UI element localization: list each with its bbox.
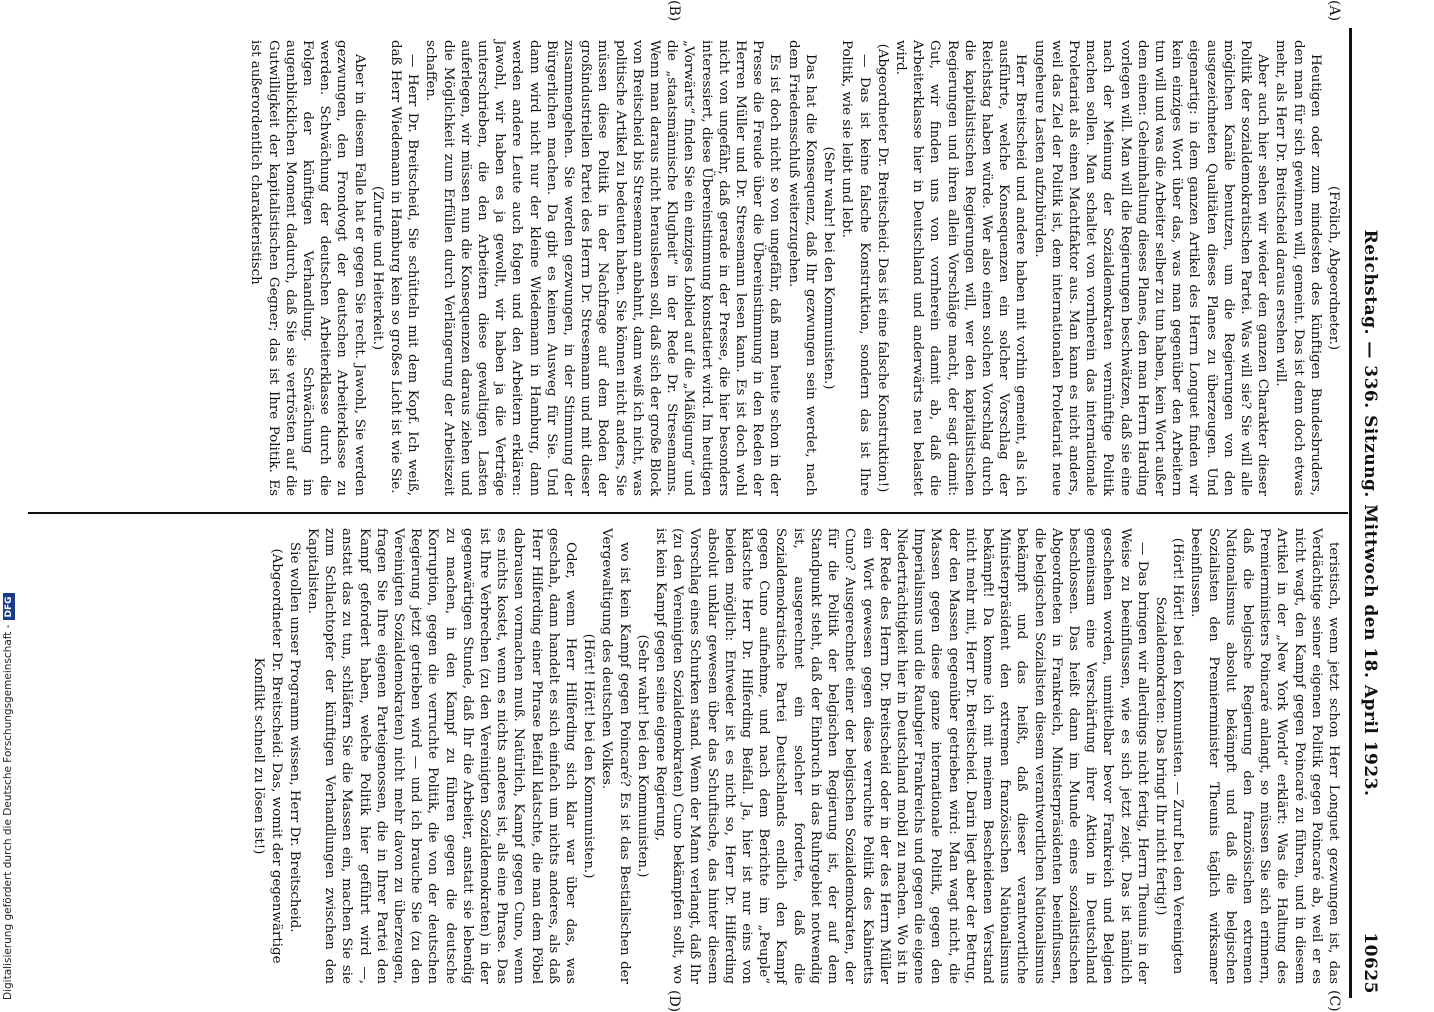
margin-mark-c: (C): [1326, 990, 1342, 1012]
paragraph: Aber in diesem Falle hat er gegen Sie recht. Jawohl, Sie werden gezwungen, den Frondvogt der deutschen Arbeiterklasse zu werden. Schwächung der deutschen Arbeiterklasse durch die Folgen der künftigen Verhandlung. Schwächung im augenblicklichen Moment dadurch, daß Sie sie vertrösten auf die Gutwilligkeit der kapitalistischen Gegner; das ist Ihre Politik. Es ist außerordentlich charakteristisch: [248, 40, 367, 496]
digitization-credit: [2, 593, 15, 1000]
paragraph: Aber auch hier sehen wir wieder den ganzen Charakter dieser Politik der sozialdemokratischen Partei. Was will sie? Sie will alle möglichen Kanäle benutzen, um die Regierungen von den ausgezeichneten Qualitäten dieses Planes zu überzeugen. Und eigenartig: in dem ganzen Artikel des Herrn Longuet finden wir kein einziges Wort über das, was man gegenüber den Arbeitern tun will und was die Arbeiter selber zu tun haben, kein Wort außer dem einen: Geheimhaltung dieses Planes, den man Herrn Harding vorlegen will. Man will die Regierungen beschwätzen, daß sie eine nach der Meinung der Sozialdemokraten vernünftige Politik machen sollen. Man schaltet von vornherein das internationale Proletariat als einen Machtfaktor aus. Man kann es nicht anders, weil das Ziel der Politik ist, dem internationalen Proletariat neue ungeheure Lasten aufzubürden.: [1031, 40, 1271, 496]
paragraph: — Das ist keine falsche Konstruktion, sondern das ist Ihre Politik, wie sie leibt und lebt.: [839, 40, 872, 496]
paragraph: Sie wollen unser Programm wissen, Herr Dr. Breitscheid.: [286, 542, 302, 933]
page-header: [1356, 28, 1382, 998]
paragraph: Das hat die Konsequenz, daß Ihr gezwungen sein werdet, nach dem Friedensschluß weiterzugehen.: [785, 40, 818, 496]
interjection: (Sehr wahr! bei den Kommunisten.): [821, 146, 837, 390]
paragraph: Herr Breitscheid und andere haben mit vorhin gemeint, als ich ausführte, welche Konsequenzen ein solcher Vorschlag der Reichstag haben würde. Wer also einen solchen Vorschlag durch die kapitalistischen Regierungen will, wer den kapitalistischen Regierungen und ihren allein Vorschläge macht, der sagt damit: Gut, wir finden uns von vornherein damit ab, daß die Arbeiterklasse hier in Deutschland und anderwärts neu belastet wird.: [892, 40, 1029, 496]
header-rule: [1349, 28, 1352, 998]
margin-mark-b: (B): [666, 0, 682, 22]
paragraph: Heutigen oder zum mindesten des künftigen Bundesbruders, den man für sich gewinnen will, gemeint. Das ist denn doch etwas mehr, als Herr Dr. Breitscheid daraus ersehen will.: [1273, 40, 1323, 496]
document-page: [22, 0, 1382, 1012]
margin-mark-d: (D): [666, 990, 682, 1012]
interjection: (Hört! Hört! bei den Kommunisten. — Zuruf bei den Vereinigten Sozialdemokraten: Das bringt Ihr nicht fertig!): [1152, 537, 1186, 975]
margin-mark-a: (A): [1326, 0, 1342, 22]
column-divider: [28, 512, 1348, 514]
interjection: (Hört! Hört! bei den Kommunisten.): [581, 633, 597, 879]
left-column: [246, 40, 1342, 496]
interjection: (Sehr wahr! bei den Kommunisten.): [634, 634, 650, 878]
paragraph: Oder, wenn Herr Hilferding sich klar war über das, was geschah, dann handelt es sich einfach um nichts anderes, als daß Herr Hilferding einer Phrase Beifall klatschte, die man dem Pöbel dabrausen vormachen muß. Natürlich, Kampf gegen Cuno, wenn es nichts kostet, wenn es nichts anderes ist, als eine Phrase. Das ist Ihre Verbrechen (zu den Vereinigten Sozialdemokraten) in der gegenwärtigen Stunde, daß Ihr die Arbeiter, anstatt sie lebendig zu machen, in den Kampf zu führen gegen die deutsche Korruption, gegen die verruchte Politik, die von der deutschen Regierung jetzt getrieben wird — und ich brauche Sie (zu den Vereinigten Sozialdemokraten) nicht mehr davon zu überzeugen, fragen Sie Ihre eigenen Parteigenossen, die in Ihrer Partei den Kampf gefordert haben, welche Politik hier geführt wird —, anstatt das zu tun, schläfern Sie die Massen ein, machen Sie sie zum Schlachtopfer der künftigen Verhandlungen zwischen den Kapitalisten.: [305, 528, 579, 984]
paragraph: Es ist doch nicht so von ungefähr, daß man heute schon in der Presse die Freude über die Übereinstimmung in den Reden der Herren Müller und Dr. Stresemann lesen kann. Es ist doch wohl nicht von ungefähr, daß gerade in der Presse, die hier besonders interessiert, diese Übereinstimmung konstatiert wird. Im heutigen „Vorwärts“ finden Sie ein einziges Loblied auf die „Mäßigung“ und die „staatsmännische Klugheit“ in der Rede Dr. Stresemanns. Wenn man daraus nicht herauslesen soll, daß sich der große Block von Breitscheid bis Stresemann anbahnt, dann weiß ich nicht, was politische Artikel zu bedeuten haben. Sie können nicht anders, Sie müssen diese Politik in der Nachfrage auf dem Boden der großindustriellen Partei des Herrn Dr. Stresemann und mit dieser zusammengehen. Sie werden gezwungen, in der Stimmung der Bürgerlichen machen. Da gibt es keinen Ausweg für Sie. Und dann wird nicht nur der kleine Wiedemann in Hamburg, dann werden andere Leute auch folgen und den Arbeitern erklären: Jawohl, wir haben es ja gewollt, wir haben ja die Verträge unterschrieben, die den Arbeitern diese gewaltigen Lasten auferlegen, wir müssen nun die Konsequenzen daraus ziehen und die Möglichkeit zum Erfüllen durch Verlängerung der Arbeitszeit schaffen.: [423, 40, 783, 496]
interjection: (Abgeordneter Dr. Breitscheid: Das, womit der gegenwärtige Konflikt schnell zu lösen ist!): [251, 548, 284, 964]
interjection: (Abgeordneter Dr. Breitscheid: Das ist eine falsche Konstruktion!): [874, 43, 890, 493]
paragraph: teristisch, wenn jetzt schon Herr Longuet gezwungen ist, das Verdächtige seiner eigenen Politik gegen Poincaré ab, weil er es nicht wagt, den Kampf gegen Poincaré zu führen, und in diesem Artikel in der „New York World“ erklärt: Was die Haltung des Premierministers Poincaré anlangt, so müssen Sie sich erinnern, daß die belgische Regierung den französischen extremen Nationalismus absolut bekämpft und daß die belgischen Sozialisten den Premierminister Theunis täglich wirksamer beeinflussen.: [1188, 528, 1341, 984]
paragraph: — Das bringen wir allerdings nicht fertig, Herrn Theunis in der Weise zu beeinflussen, wie es sich jetzt zeigt. Das ist nämlich geschehen worden, unmittelbar bevor Frankreich und Belgien gemeinsam eine Verschärfung ihrer Aktion in Deutschland beschlossen. Das heißt dann im Munde eines sozialistischen Abgeordneten in Frankreich, Ministerpräsidenten beeinflussen, die belgischen Sozialisten diesem verantwortlichen Nationalismus bekämpft und das heißt, daß dieser verantwortliche Ministerpräsident den extremen französischen Nationalismus bekämpft! Da komme ich mit meinem Bescheidenen Verstand nicht mehr mit, Herr Dr. Breitscheid. Darin liegt aber der Betrug, der den Massen gegenüber getrieben wird: Man wagt nicht, die Massen gegen diese ganze internationale Politik, gegen den Imperialismus und die Raubgier Frankreichs und gegen die eigene Niederträchtigkeit hier in Deutschland mobil zu machen. Wo ist in der Rede des Herrn Dr. Breitscheid oder in der des Herrn Müller ein Wort gewesen gegen diese verruchte Politik des Kabinetts Cuno? Ausgerechnet einer der belgischen Sozialdemokraten, der für die Politik der belgischen Regierung ist, der auf dem Standpunkt steht, daß der Einbruch in das Ruhrgebiet notwendig ist, ausgerechnet ein solcher forderte, daß die Sozialdemokratische Partei Deutschlands endlich den Kampf gegen Cuno aufnehme, und nach dem Berichte im „Peuple“ klatschte Herr Dr. Hilferding Beifall. Ja, hier ist nur eins von beiden möglich: Entweder ist es nicht so, Herr Dr. Hilferding absolut unklar gewesen über das Schuftische, das hinter diesem Vorschlag eines Schurken stand. Wenn der Mann verlangt, daß Ihr (zu den Vereinigten Sozialdemokraten) Cuno bekämpfen sollt, wo ist kein Kampf gegen seine eigene Regierung,: [653, 528, 1150, 984]
paragraph: — Herr Dr. Breitscheid, Sie schütteln mit dem Kopf. Ich weiß, daß Herr Wiedemann in Hamburg kein so großes Licht ist wie Sie.: [388, 40, 421, 496]
right-column: [249, 528, 1342, 984]
header-page-number: 10625: [1360, 932, 1380, 994]
header-title: Reichstag. — 336. Sitzung. Mittwoch den 18. April 1923.: [1360, 229, 1380, 797]
interjection: (Zurufe und Heiterkeit.): [369, 185, 385, 351]
paragraph: wo ist kein Kampf gegen Poincaré? Es ist das Bestialischen der Vergewaltigung des deutschen Volkes.: [599, 528, 632, 984]
digitization-credit-text: Digitalisierung gefördert durch die Deutsche Forschungsgemeinschaft -: [2, 624, 14, 1000]
dfg-logo: DFG: [3, 593, 15, 620]
interjection: (Frölich, Abgeordneter.): [1326, 185, 1341, 351]
